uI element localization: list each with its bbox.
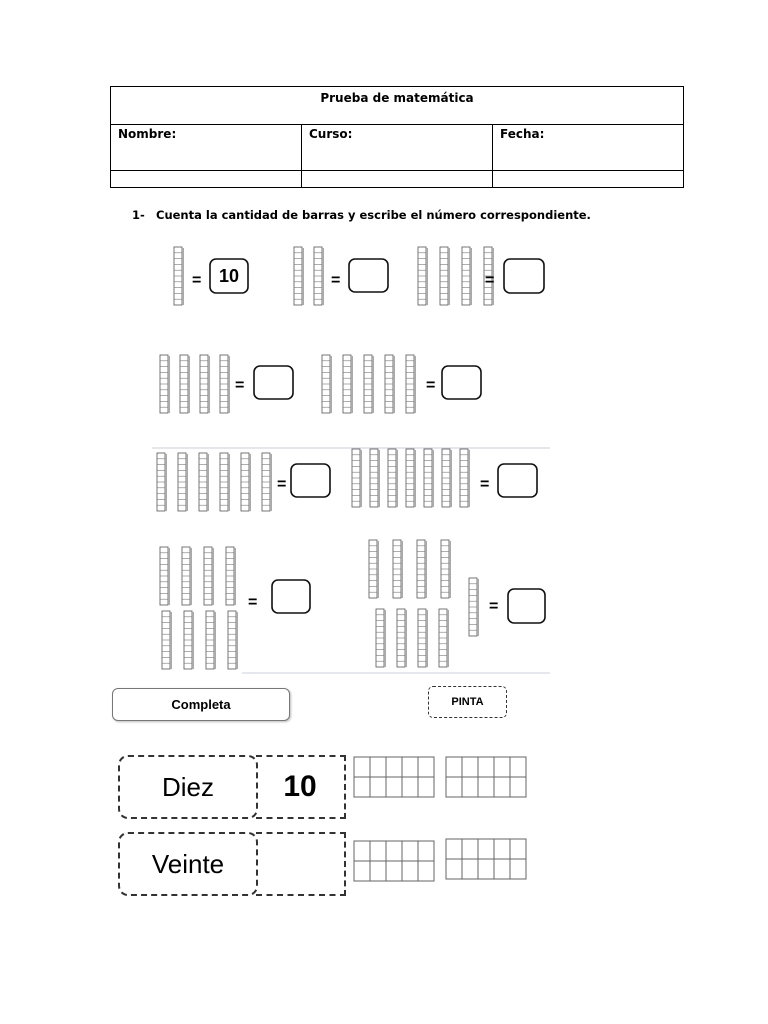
ten-rod [352,449,362,507]
ten-rod [418,609,428,667]
ten-rod [241,453,251,511]
ten-rod [397,609,407,667]
ten-rod [393,540,403,598]
ten-frame-cell[interactable] [478,777,494,797]
ten-frame-cell[interactable] [386,757,402,777]
ten-rod [440,247,450,305]
ten-rod [226,547,236,605]
pinta-label: PINTA [428,686,507,718]
ten-frame-cell[interactable] [494,757,510,777]
ten-frame-cell[interactable] [494,859,510,879]
ten-rod [262,453,272,511]
ten-rod [322,355,332,413]
name-label: Nombre: [111,125,302,171]
ten-frame[interactable] [354,841,434,881]
ten-frame-cell[interactable] [370,861,386,881]
ten-frame-cell[interactable] [462,757,478,777]
ten-frame-cell[interactable] [510,839,526,859]
ten-frame-cell[interactable] [418,777,434,797]
ten-rod [406,449,416,507]
equals-sign: = [235,377,245,394]
ten-rod [184,611,194,669]
ten-frame-cell[interactable] [478,859,494,879]
equals-sign: = [192,272,202,289]
ten-rod [439,609,449,667]
ten-rod [343,355,353,413]
ten-rod [162,611,172,669]
ten-frame-cell[interactable] [418,861,434,881]
ten-rod [460,449,470,507]
ten-rod [178,453,188,511]
ten-frames[interactable] [350,755,532,895]
equals-sign: = [426,377,436,394]
ten-frame-cell[interactable] [478,757,494,777]
ten-rod [406,355,416,413]
ten-rod [424,449,434,507]
ten-rod [294,247,304,305]
ten-frame[interactable] [446,757,526,797]
date-answer-cell[interactable] [493,171,684,188]
ten-rod [220,453,230,511]
answer-box [498,464,537,497]
question-number: 1- [132,208,145,222]
date-label: Fecha: [493,125,684,171]
ten-frame-cell[interactable] [510,777,526,797]
ten-frame-cell[interactable] [354,841,370,861]
ten-frame-cell[interactable] [370,757,386,777]
ten-rod [314,247,324,305]
ten-rod [160,355,170,413]
ten-rod [442,449,452,507]
equals-sign: = [248,594,258,611]
ten-frame-cell[interactable] [370,777,386,797]
word-box-veinte: Veinte [118,832,258,896]
ten-rod [206,611,216,669]
ten-rod [174,247,184,305]
ten-frame-cell[interactable] [402,777,418,797]
course-label: Curso: [302,125,493,171]
ten-frame-cell[interactable] [402,861,418,881]
ten-frame-cell[interactable] [510,757,526,777]
question-text: Cuenta la cantidad de barras y escribe el número correspondiente. [156,208,591,222]
name-answer-cell[interactable] [111,171,302,188]
ten-rod [160,547,170,605]
ten-rod [157,453,167,511]
ten-frame-cell[interactable] [446,839,462,859]
ten-rod [417,540,427,598]
ten-frame-cell[interactable] [418,841,434,861]
equals-sign: = [480,476,490,493]
ten-rod [204,547,214,605]
answer-box [442,366,481,399]
ten-frame-cell[interactable] [446,777,462,797]
answer-box [254,366,293,399]
ten-rod [370,449,380,507]
course-answer-cell[interactable] [302,171,493,188]
ten-frame-cell[interactable] [386,777,402,797]
ten-frame-cell[interactable] [370,841,386,861]
ten-frame-cell[interactable] [446,859,462,879]
ten-frame-cell[interactable] [354,861,370,881]
answer-box [272,580,310,613]
ten-rod [220,355,230,413]
ten-frame[interactable] [354,757,434,797]
ten-rod [180,355,190,413]
ten-frame-cell[interactable] [402,757,418,777]
ten-rod [182,547,192,605]
equals-sign: = [489,598,499,615]
counting-exercises [152,235,552,675]
equals-sign: = [277,476,287,493]
ten-frame-cell[interactable] [510,859,526,879]
ten-frame[interactable] [446,839,526,879]
answer-box [508,589,545,623]
ten-rod [200,355,210,413]
question-1 [132,208,591,222]
ten-rod [462,247,472,305]
ten-frame-cell[interactable] [402,841,418,861]
answer-box [291,464,330,497]
ten-frame-cell[interactable] [462,839,478,859]
ten-rod [199,453,209,511]
ten-frame-cell[interactable] [386,861,402,881]
ten-rod [388,449,398,507]
ten-rod [228,611,238,669]
test-title: Prueba de matemática [111,87,684,125]
completa-label: Completa [112,688,290,721]
header-table [110,86,684,188]
ten-rod [441,540,451,598]
number-box-veinte[interactable] [256,832,346,896]
ten-frame-cell[interactable] [494,777,510,797]
word-box-diez: Diez [118,755,258,819]
number-box-diez[interactable]: 10 [256,755,346,819]
ten-frame-cell[interactable] [418,757,434,777]
ten-frame-cell[interactable] [354,757,370,777]
ten-frame-cell[interactable] [462,859,478,879]
answer-box [349,259,388,292]
ten-frame-cell[interactable] [354,777,370,797]
ten-frame-cell[interactable] [386,841,402,861]
answer-box [504,259,544,293]
ten-frame-cell[interactable] [494,839,510,859]
ten-rod [369,540,379,598]
ten-rod [376,609,386,667]
equals-sign: = [331,272,341,289]
ten-rod [418,247,428,305]
ten-rod [385,355,395,413]
answer-value: 10 [218,266,240,286]
ten-frame-cell[interactable] [462,777,478,797]
ten-frame-cell[interactable] [478,839,494,859]
equals-sign: = [485,272,495,289]
ten-rod [364,355,374,413]
ten-rod [469,578,479,636]
ten-frame-cell[interactable] [446,757,462,777]
